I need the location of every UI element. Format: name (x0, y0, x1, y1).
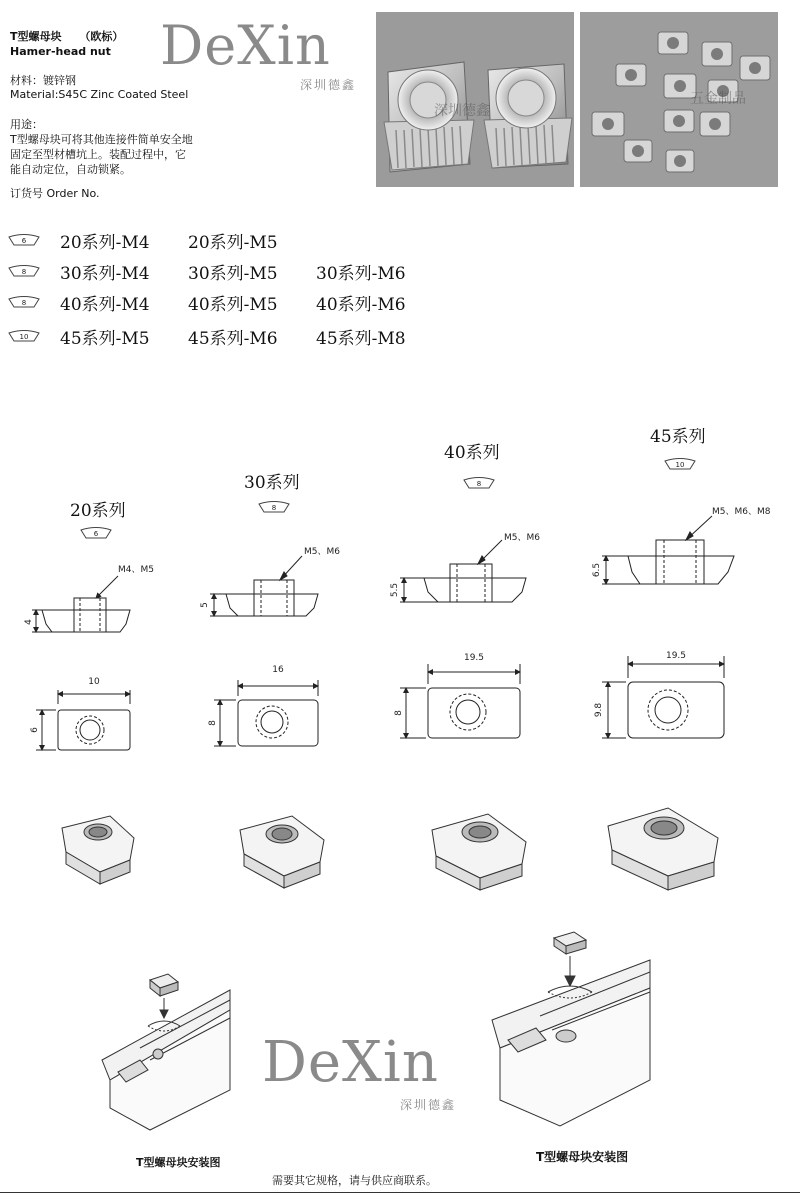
dim-height: 4 (24, 619, 34, 625)
usage-label: 用途： (10, 118, 43, 131)
dim-width: 19.5 (463, 653, 485, 663)
thread-label: M5、M6 (304, 547, 340, 557)
order-item: 20系列-M4 (60, 232, 150, 253)
badge-value: 8 (21, 299, 27, 307)
dim-depth: 6 (30, 727, 40, 733)
badge-value: 10 (675, 461, 685, 469)
order-label: 订货号 Order No. (10, 187, 100, 200)
photo-watermark-right: 五金制品 (690, 91, 746, 107)
install-caption-left: T型螺母块安装图 (136, 1156, 221, 1169)
t-nut-isometric-icon (432, 814, 526, 890)
order-item: 30系列-M4 (60, 263, 150, 284)
usage-line-3: 能自动定位，自动锁紧。 (10, 163, 131, 176)
t-nut-isometric-icon (608, 808, 718, 890)
brand-logo-sub-bottom: 深圳德鑫 (400, 1098, 457, 1112)
series-title: 30系列 (244, 473, 300, 493)
order-item: 40系列-M6 (316, 294, 406, 315)
order-item: 45系列-M8 (316, 328, 406, 349)
order-item: 45系列-M6 (188, 328, 278, 349)
order-row (8, 257, 444, 285)
order-item: 30系列-M5 (188, 263, 278, 284)
product-photo-left (376, 12, 574, 187)
series-title: 45系列 (650, 427, 706, 447)
order-row (8, 322, 444, 350)
badge-value: 6 (21, 237, 27, 245)
series-title: 20系列 (70, 501, 126, 521)
install-caption-right: T型螺母块安装图 (536, 1150, 629, 1164)
badge-value: 8 (271, 504, 277, 512)
brand-logo: DeXin (160, 14, 331, 77)
badge-value: 6 (93, 530, 99, 538)
t-nut-isometric-icon (240, 816, 324, 888)
top-view-20 (36, 690, 130, 750)
dim-height: 6.5 (592, 562, 602, 578)
top-view-45 (602, 656, 724, 738)
dim-width: 16 (272, 665, 284, 675)
order-item: 45系列-M5 (60, 328, 150, 349)
dim-height: 5 (200, 602, 210, 608)
dim-depth: 9.8 (594, 702, 604, 718)
material-cn: 材料：镀锌钢 (10, 74, 76, 87)
side-view-30 (210, 556, 318, 616)
dim-depth: 8 (394, 710, 404, 716)
footer-divider (0, 1192, 800, 1193)
profile-slot-badge-icon (664, 457, 696, 471)
technical-drawings (0, 500, 800, 780)
dim-width: 19.5 (665, 651, 687, 661)
side-view-20 (32, 576, 130, 632)
dim-height: 5.5 (390, 582, 400, 598)
photo-watermark-left: 深圳德鑫 (434, 103, 490, 119)
isometric-views (0, 800, 800, 900)
profile-slot-badge-icon (8, 264, 40, 278)
side-view-40 (400, 540, 526, 602)
material-en: Material:S45C Zinc Coated Steel (10, 88, 189, 101)
badge-value: 8 (476, 480, 482, 488)
dim-width: 10 (88, 677, 100, 687)
order-row (8, 226, 316, 254)
order-item: 20系列-M5 (188, 232, 278, 253)
brand-logo-bottom: DeXin (262, 1030, 439, 1095)
product-title (10, 28, 123, 44)
profile-slot-badge-icon (8, 329, 40, 343)
profile-slot-badge-icon (463, 476, 495, 490)
profile-slot-badge-icon (8, 295, 40, 309)
top-view-30 (214, 680, 318, 746)
usage-line-2: 固定至型材槽坑上。装配过程中，它 (10, 148, 186, 161)
order-item: 40系列-M4 (60, 294, 150, 315)
order-item: 40系列-M5 (188, 294, 278, 315)
order-item: 30系列-M6 (316, 263, 406, 284)
product-title-text: T型螺母块 (10, 30, 62, 43)
dim-depth: 8 (208, 720, 218, 726)
footer-note: 需要其它规格，请与供应商联系。 (272, 1174, 437, 1187)
side-view-45 (602, 516, 734, 584)
thread-label: M4、M5 (118, 565, 154, 575)
order-row (8, 288, 444, 316)
t-nut-isometric-icon (62, 816, 134, 884)
top-view-40 (400, 664, 520, 738)
brand-logo-sub: 深圳德鑫 (300, 78, 357, 92)
badge-value: 10 (19, 333, 29, 341)
thread-label: M5、M6 (504, 533, 540, 543)
badge-value: 8 (21, 268, 27, 276)
nut-photo-group-icon (580, 12, 778, 187)
product-title-note: （欧标） (79, 30, 124, 43)
product-subtitle: Hamer-head nut (10, 45, 111, 58)
usage-line-1: T型螺母块可将其他连接件简单安全地 (10, 133, 193, 146)
product-photo-right (580, 12, 778, 187)
profile-slot-badge-icon (8, 233, 40, 247)
series-title: 40系列 (444, 443, 500, 463)
thread-label: M5、M6、M8 (712, 507, 771, 517)
